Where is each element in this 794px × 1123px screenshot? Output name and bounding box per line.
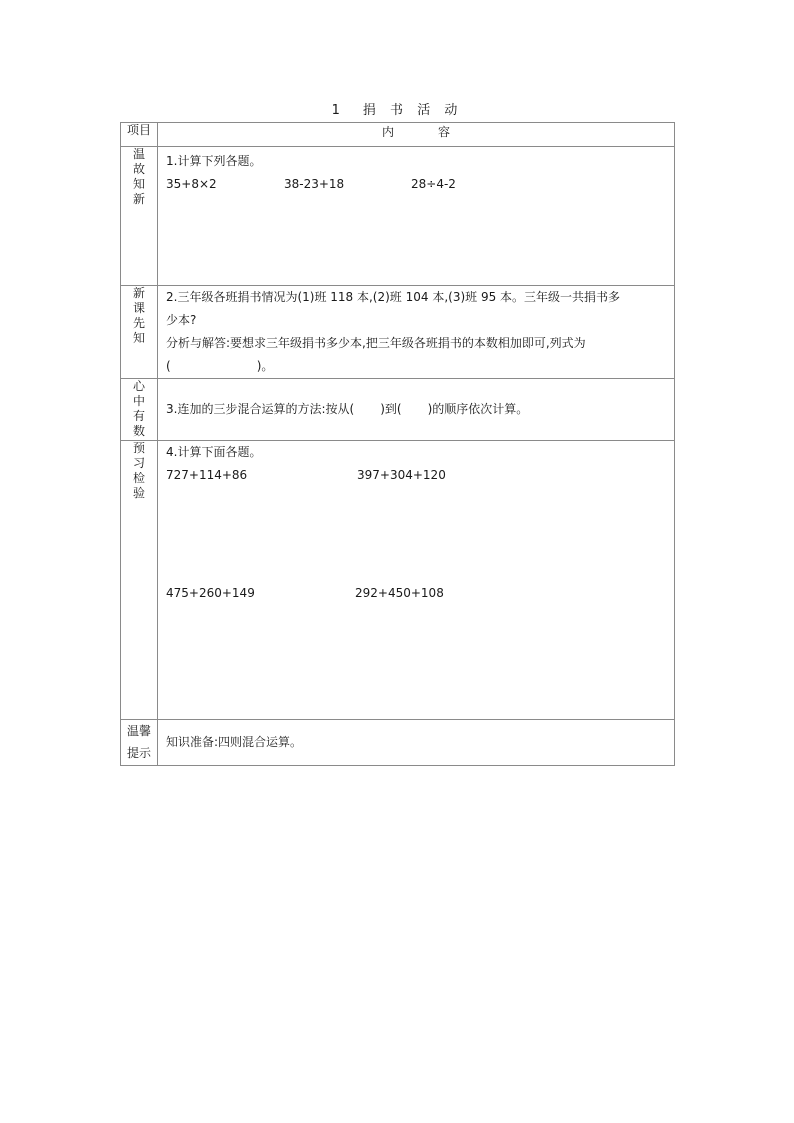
page-title: 1 捐 书 活 动 bbox=[331, 103, 463, 118]
header-item: 项目 bbox=[121, 123, 158, 147]
section-content bbox=[158, 441, 675, 720]
answer-line bbox=[166, 355, 674, 378]
section-tips bbox=[121, 720, 675, 766]
section-key-points bbox=[121, 379, 675, 441]
section-new-lesson bbox=[121, 286, 675, 379]
section-content bbox=[158, 286, 675, 379]
method-text-c: )的顺序依次计算。 bbox=[427, 402, 529, 416]
method-text bbox=[166, 398, 674, 421]
section-content bbox=[158, 147, 675, 286]
method-text-a: 3.连加的三步混合运算的方法:按从( bbox=[166, 402, 355, 416]
expression: 292+450+108 bbox=[355, 586, 444, 600]
header-content: 内 容 bbox=[158, 123, 675, 147]
method-text-b: )到( bbox=[380, 402, 402, 416]
section-preview-check bbox=[121, 441, 675, 720]
section-label-text: 新课先知 bbox=[132, 286, 145, 345]
section-review bbox=[121, 147, 675, 286]
analysis-text: 分析与解答:要想求三年级捐书多少本,把三年级各班捐书的本数相加即可,列式为 bbox=[166, 336, 586, 350]
section-content bbox=[158, 379, 675, 441]
tip-text: 知识准备:四则混合运算。 bbox=[166, 735, 303, 749]
table-header-row bbox=[121, 123, 675, 147]
section-label-text: 心中有数 bbox=[132, 379, 145, 438]
question-text: 2.三年级各班捐书情况为(1)班 118 本,(2)班 104 本,(3)班 95 本。三年级一共捐书多 bbox=[166, 290, 621, 304]
question-heading: 4.计算下面各题。 bbox=[166, 445, 262, 459]
expression: 35+8×2 bbox=[166, 177, 217, 191]
section-label bbox=[121, 720, 158, 766]
question-text: 少本? bbox=[166, 313, 197, 327]
expression: 397+304+120 bbox=[357, 468, 446, 482]
paren-close: )。 bbox=[256, 359, 274, 373]
expression: 727+114+86 bbox=[166, 468, 248, 482]
section-label-text: 温故知新 bbox=[132, 147, 145, 206]
worksheet-table bbox=[120, 122, 675, 766]
section-label bbox=[121, 441, 158, 720]
section-label bbox=[121, 286, 158, 379]
expression: 475+260+149 bbox=[166, 586, 255, 600]
section-label-text: 预习检验 bbox=[132, 441, 145, 500]
section-content bbox=[158, 720, 675, 766]
question-heading: 1.计算下列各题。 bbox=[166, 154, 262, 168]
expression: 28÷4-2 bbox=[411, 177, 456, 191]
expression: 38-23+18 bbox=[284, 177, 345, 191]
section-label-text: 温馨提示 bbox=[126, 724, 151, 760]
paren-open: ( bbox=[166, 359, 171, 373]
section-label bbox=[121, 147, 158, 286]
section-label bbox=[121, 379, 158, 441]
